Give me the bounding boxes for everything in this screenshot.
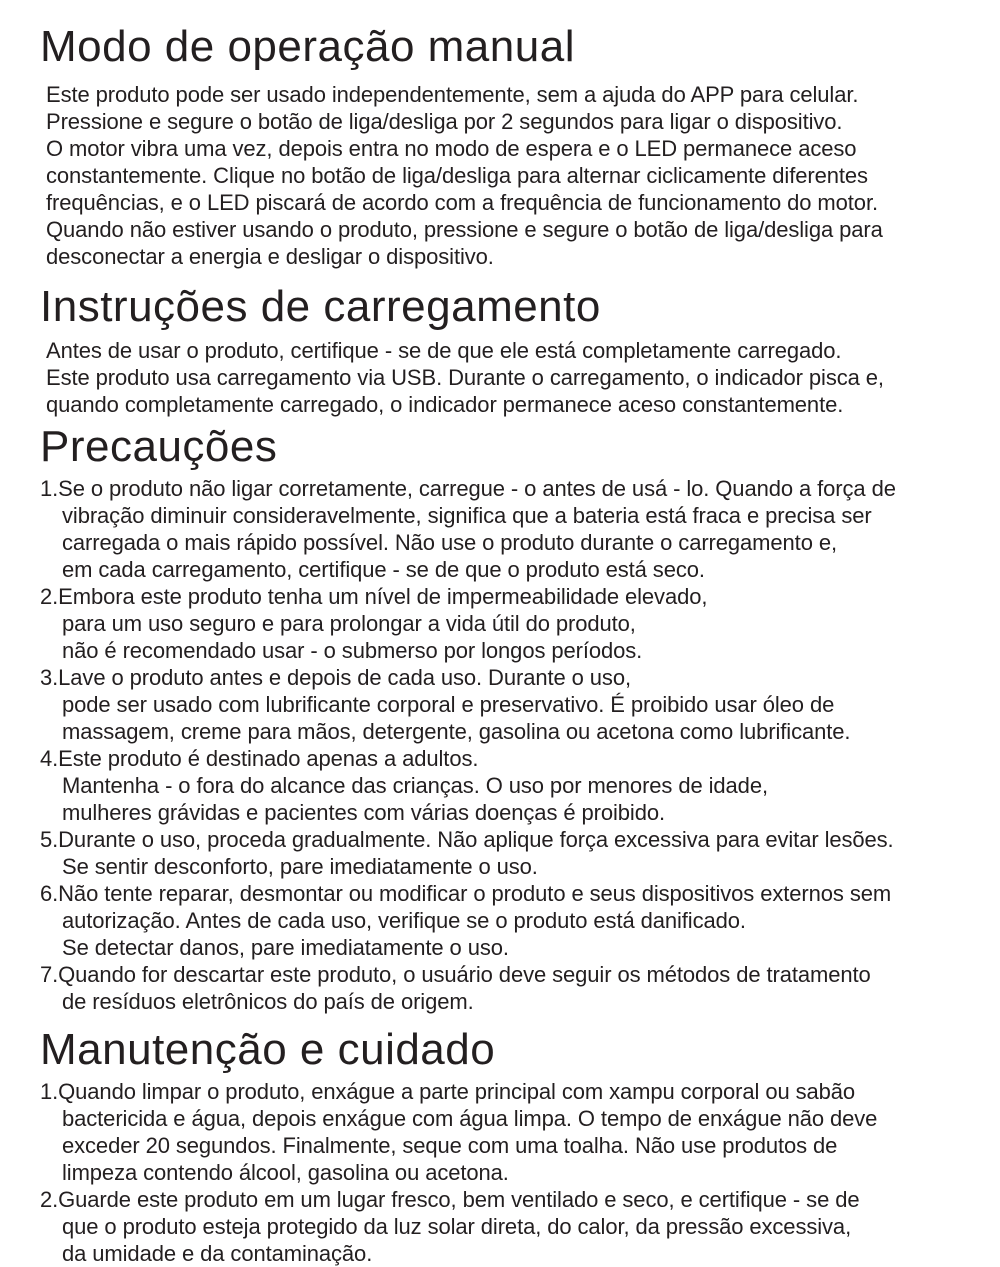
text-line: de resíduos eletrônicos do país de origem. — [62, 989, 474, 1014]
text-line: Pressione e segure o botão de liga/desliga por 2 segundos para ligar o dispositivo. — [46, 109, 843, 134]
text-line: Quando não estiver usando o produto, pressione e segure o botão de liga/desliga para — [46, 217, 883, 242]
section-charging-instructions — [40, 280, 972, 418]
text-line: Se detectar danos, pare imediatamente o uso. — [62, 935, 509, 960]
paragraph-manual-operation — [40, 81, 972, 270]
text-line: não é recomendado usar - o submerso por longos períodos. — [62, 638, 643, 663]
text-line: 1.Se o produto não ligar corretamente, carregue - o antes de usá - lo. Quando a força de — [40, 476, 896, 501]
text-line: 2.Embora este produto tenha um nível de impermeabilidade elevado, — [40, 584, 708, 609]
text-line: 3.Lave o produto antes e depois de cada uso. Durante o uso, — [40, 665, 631, 690]
precaution-item-1 — [40, 475, 972, 583]
text-line: autorização. Antes de cada uso, verifique se o produto está danificado. — [62, 908, 746, 933]
paragraph-charging-instructions — [40, 337, 972, 418]
text-line: 6.Não tente reparar, desmontar ou modificar o produto e seus dispositivos externos sem — [40, 881, 892, 906]
text-line: massagem, creme para mãos, detergente, gasolina ou acetona como lubrificante. — [62, 719, 851, 744]
maintenance-item-2 — [40, 1186, 972, 1267]
precaution-item-4 — [40, 745, 972, 826]
text-line: 7.Quando for descartar este produto, o usuário deve seguir os métodos de tratamento — [40, 962, 871, 987]
text-line: limpeza contendo álcool, gasolina ou acetona. — [62, 1160, 509, 1185]
heading-maintenance: Manutenção e cuidado — [40, 1025, 496, 1074]
text-line: vibração diminuir consideravelmente, significa que a bateria está fraca e precisa ser — [62, 503, 872, 528]
text-line: 5.Durante o uso, proceda gradualmente. Não aplique força excessiva para evitar lesões. — [40, 827, 894, 852]
precaution-item-7 — [40, 961, 972, 1015]
maintenance-item-1 — [40, 1078, 972, 1186]
text-line: 2.Guarde este produto em um lugar fresco, bem ventilado e seco, e certifique - se de — [40, 1187, 860, 1212]
precaution-item-2 — [40, 583, 972, 664]
heading-manual-operation: Modo de operação manual — [40, 22, 575, 71]
text-line: para um uso seguro e para prolongar a vida útil do produto, — [62, 611, 636, 636]
section-manual-operation — [40, 20, 972, 270]
heading-precautions: Precauções — [40, 422, 278, 471]
text-line: desconectar a energia e desligar o dispositivo. — [46, 244, 494, 269]
precaution-item-5 — [40, 826, 972, 880]
text-line: bactericida e água, depois enxágue com água limpa. O tempo de enxágue não deve — [62, 1106, 878, 1131]
text-line: Antes de usar o produto, certifique - se de que ele está completamente carregado. — [46, 338, 842, 363]
section-precautions — [40, 420, 972, 1015]
text-line: que o produto esteja protegido da luz solar direta, do calor, da pressão excessiva, — [62, 1214, 852, 1239]
text-line: frequências, e o LED piscará de acordo com a frequência de funcionamento do motor. — [46, 190, 878, 215]
text-line: 1.Quando limpar o produto, enxágue a parte principal com xampu corporal ou sabão — [40, 1079, 856, 1104]
maintenance-list — [40, 1078, 972, 1267]
text-line: carregada o mais rápido possível. Não use o produto durante o carregamento e, — [62, 530, 837, 555]
text-line: em cada carregamento, certifique - se de que o produto está seco. — [62, 557, 705, 582]
text-line: pode ser usado com lubrificante corporal e preservativo. É proibido usar óleo de — [62, 692, 835, 717]
text-line: 4.Este produto é destinado apenas a adultos. — [40, 746, 479, 771]
text-line: quando completamente carregado, o indicador permanece aceso constantemente. — [46, 392, 844, 417]
text-line: Mantenha - o fora do alcance das crianças. O uso por menores de idade, — [62, 773, 768, 798]
text-line: constantemente. Clique no botão de liga/desliga para alternar ciclicamente diferentes — [46, 163, 868, 188]
text-line: mulheres grávidas e pacientes com várias doenças é proibido. — [62, 800, 665, 825]
heading-charging-instructions: Instruções de carregamento — [40, 282, 601, 331]
text-line: exceder 20 segundos. Finalmente, seque com uma toalha. Não use produtos de — [62, 1133, 838, 1158]
text-line: Este produto pode ser usado independentemente, sem a ajuda do APP para celular. — [46, 82, 859, 107]
text-line: Se sentir desconforto, pare imediatamente o uso. — [62, 854, 538, 879]
text-line: Este produto usa carregamento via USB. Durante o carregamento, o indicador pisca e, — [46, 365, 884, 390]
precautions-list — [40, 475, 972, 1015]
text-line: O motor vibra uma vez, depois entra no modo de espera e o LED permanece aceso — [46, 136, 857, 161]
precaution-item-6 — [40, 880, 972, 961]
precaution-item-3 — [40, 664, 972, 745]
section-maintenance — [40, 1023, 972, 1267]
text-line: da umidade e da contaminação. — [62, 1241, 373, 1266]
